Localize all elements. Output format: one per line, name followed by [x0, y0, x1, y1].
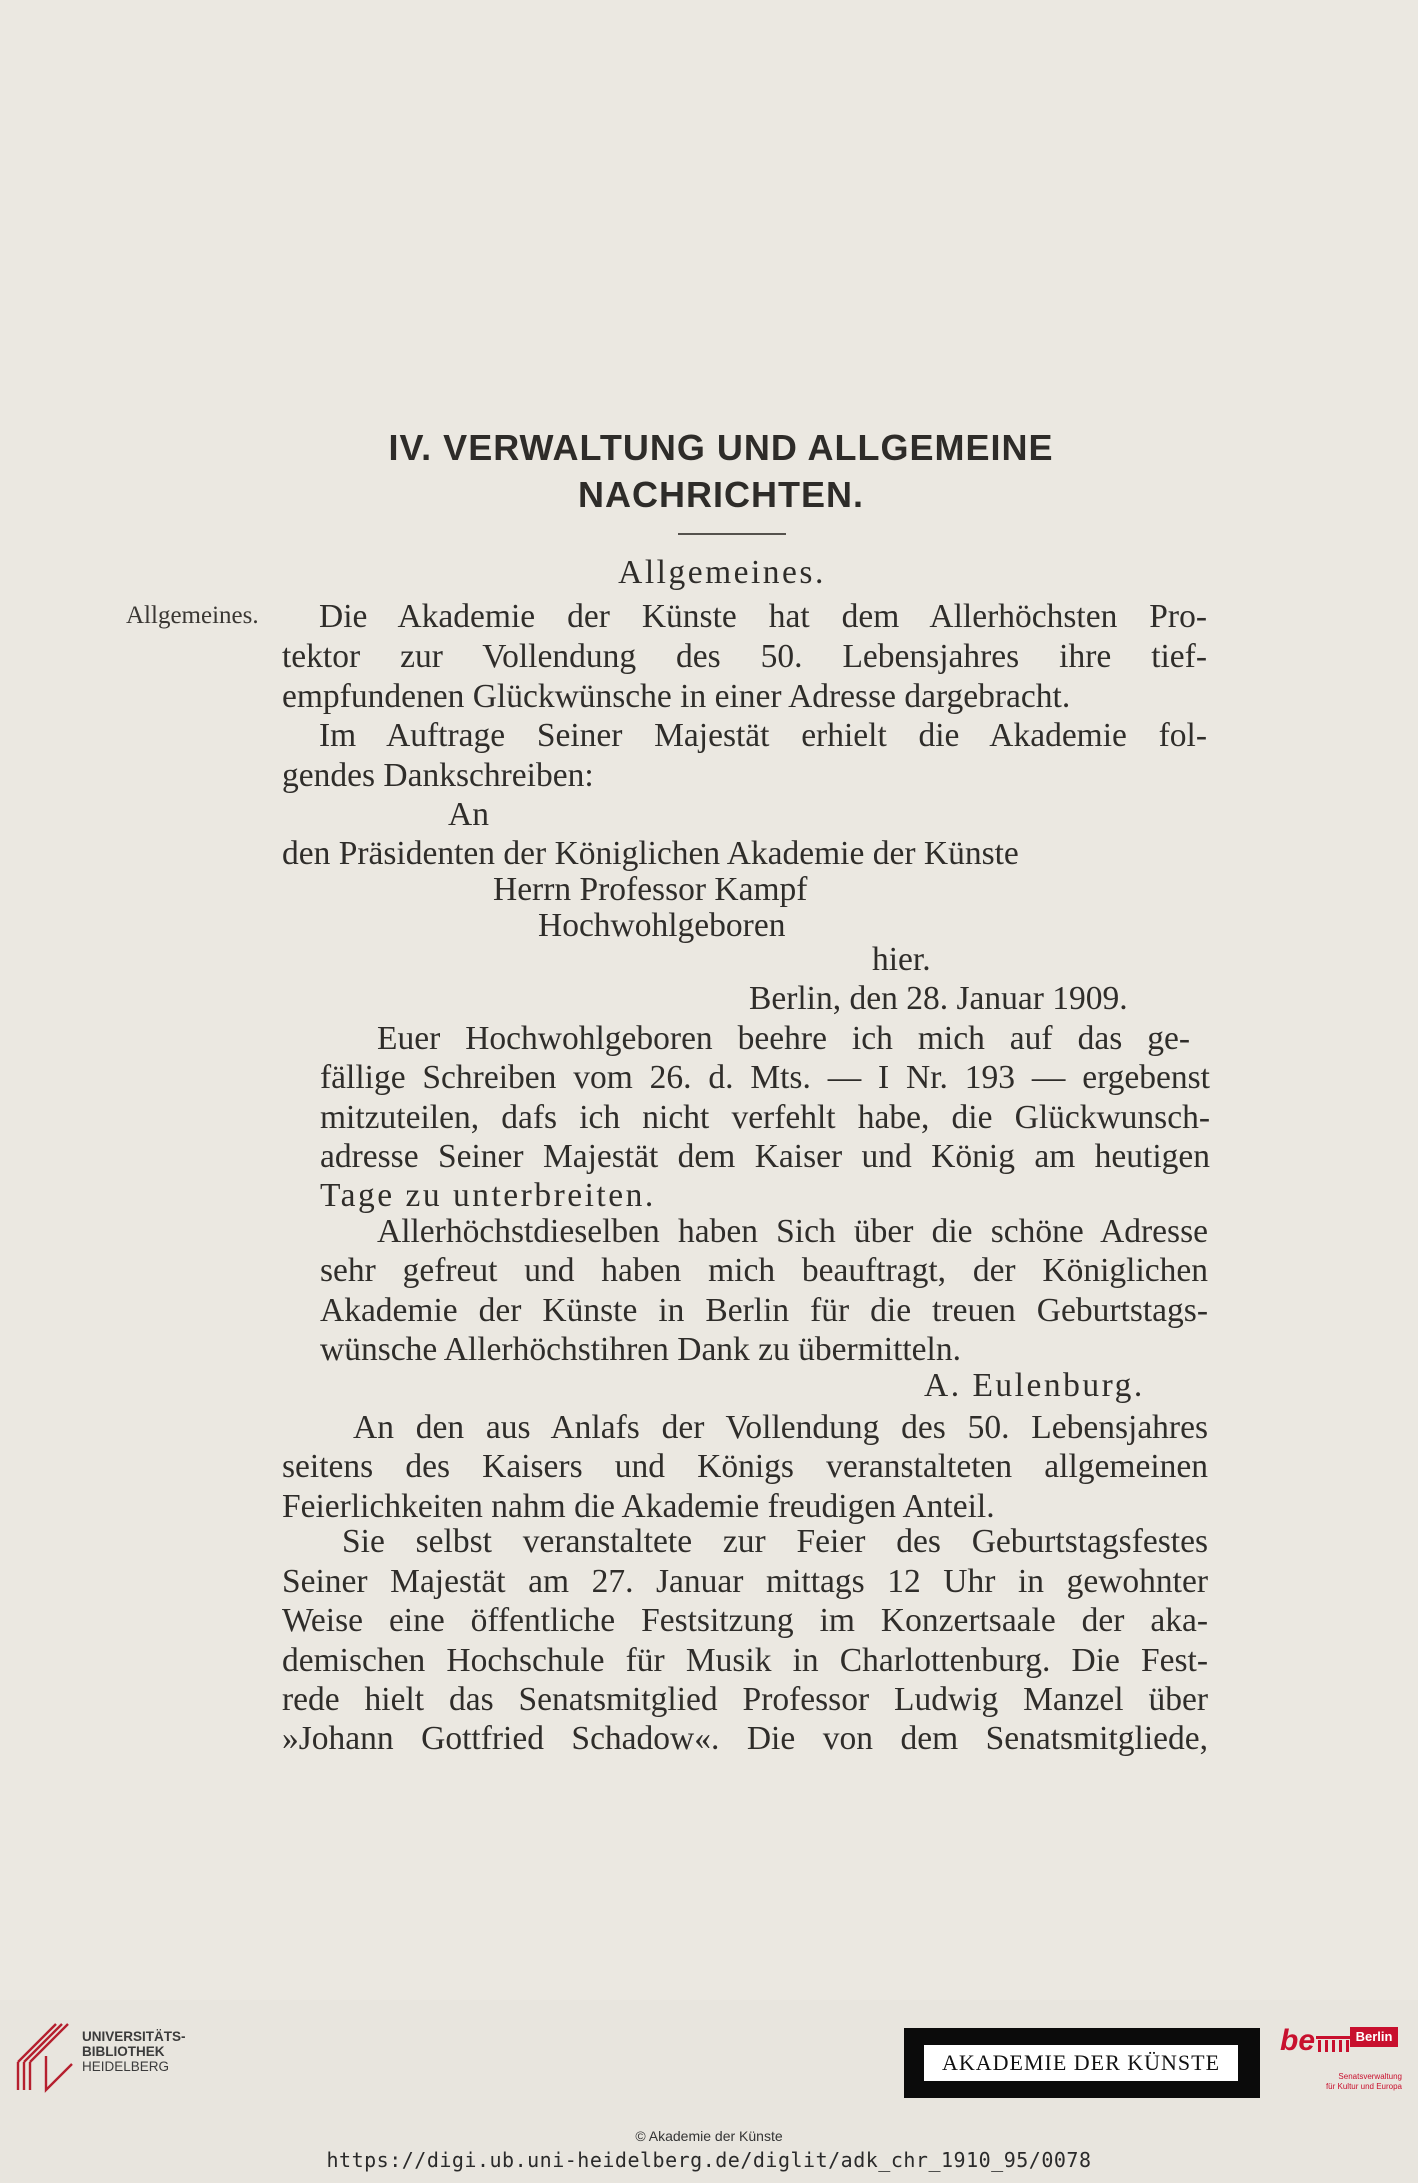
heading-divider [678, 533, 786, 535]
senate-line1: Senatsverwaltung [1338, 2072, 1402, 2081]
chapter-heading: IV. VERWALTUNG UND ALLGEMEINE [388, 427, 1054, 468]
text-line: Feierlichkeiten nahm die Akademie freudigen Anteil. [282, 1488, 995, 1525]
text-line: adresse Seiner Majestät dem Kaiser und König am heutigen [320, 1138, 1210, 1175]
text-line: An den aus Anlafs der Vollendung des 50. Lebensjahres [353, 1409, 1208, 1446]
akademie-logo-label: AKADEMIE DER KÜNSTE [924, 2045, 1238, 2081]
text-line: wünsche Allerhöchstihren Dank zu übermitteln. [320, 1331, 961, 1368]
chapter-heading-continued: NACHRICHTEN. [578, 474, 864, 515]
senate-department-label [1310, 2072, 1402, 2092]
library-name-line3: HEIDELBERG [82, 2059, 170, 2074]
be-logo-text: be [1280, 2024, 1316, 2057]
text-line: empfundenen Glückwünsche in einer Adresse dargebracht. [282, 678, 1071, 715]
copyright-notice: © Akademie der Künste [635, 2128, 783, 2144]
text-line: gendes Dankschreiben: [282, 757, 594, 794]
letter-address-to: An [448, 796, 489, 833]
text-line: sehr gefreut und haben mich beauftragt, der Königlichen [320, 1252, 1208, 1289]
text-line: mitzuteilen, dafs ich nicht verfehlt habe, die Glückwunsch- [320, 1099, 1210, 1136]
university-library-label[interactable] [82, 2029, 186, 2074]
permalink-url[interactable]: https://digi.ub.uni-heidelberg.de/diglit/adk_chr_1910_95/0078 [326, 2148, 1092, 2172]
text-line: Akademie der Künste in Berlin für die treuen Geburtstags- [320, 1292, 1208, 1329]
text-line: »Johann Gottfried Schadow«. Die von dem Senatsmitgliede, [282, 1720, 1208, 1757]
letter-address-recipient: den Präsidenten der Königlichen Akademie der Künste [282, 835, 1019, 872]
letter-signature: A. Eulenburg. [924, 1367, 1145, 1404]
senate-line2: für Kultur und Europa [1325, 2082, 1402, 2091]
letter-address-title: Hochwohlgeboren [538, 907, 786, 944]
letter-address-name: Herrn Professor Kampf [493, 871, 808, 908]
berlin-label: Berlin [1350, 2027, 1398, 2047]
library-name-line1: UNIVERSITÄTS- [82, 2029, 186, 2044]
brandenburg-gate-icon [1316, 2036, 1350, 2052]
text-line: tektor zur Vollendung des 50. Lebensjahres ihre tief- [282, 638, 1207, 675]
letter-date: Berlin, den 28. Januar 1909. [749, 980, 1128, 1017]
text-line: Die Akademie der Künste hat dem Allerhöchsten Pro- [319, 598, 1207, 635]
text-line: fällige Schreiben vom 26. d. Mts. — I Nr. 193 — ergebenst [320, 1059, 1210, 1096]
text-line: Im Auftrage Seiner Majestät erhielt die Akademie fol- [319, 717, 1207, 754]
text-line: Euer Hochwohlgeboren beehre ich mich auf das ge- [377, 1020, 1190, 1057]
text-line: seitens des Kaisers und Königs veranstalteten allgemeinen [282, 1448, 1208, 1485]
text-line: rede hielt das Senatsmitglied Professor Ludwig Manzel über [282, 1681, 1208, 1718]
text-line: Seiner Majestät am 27. Januar mittags 12 Uhr in gewohnter [282, 1563, 1208, 1600]
margin-note: Allgemeines. [126, 602, 259, 629]
text-line: Allerhöchstdieselben haben Sich über die schöne Adresse [377, 1213, 1208, 1250]
letter-address-place: hier. [872, 941, 931, 978]
section-title: Allgemeines. [618, 554, 826, 591]
library-name-line2: BIBLIOTHEK [82, 2044, 165, 2059]
text-line: demischen Hochschule für Musik in Charlottenburg. Die Fest- [282, 1642, 1208, 1679]
text-line: Sie selbst veranstaltete zur Feier des Geburtstagsfestes [342, 1523, 1208, 1560]
text-line: Weise eine öffentliche Festsitzung im Konzertsaale der aka- [282, 1602, 1208, 1639]
university-library-logo-icon[interactable] [16, 2020, 76, 2094]
text-line: Tage zu unterbreiten. [320, 1177, 656, 1214]
